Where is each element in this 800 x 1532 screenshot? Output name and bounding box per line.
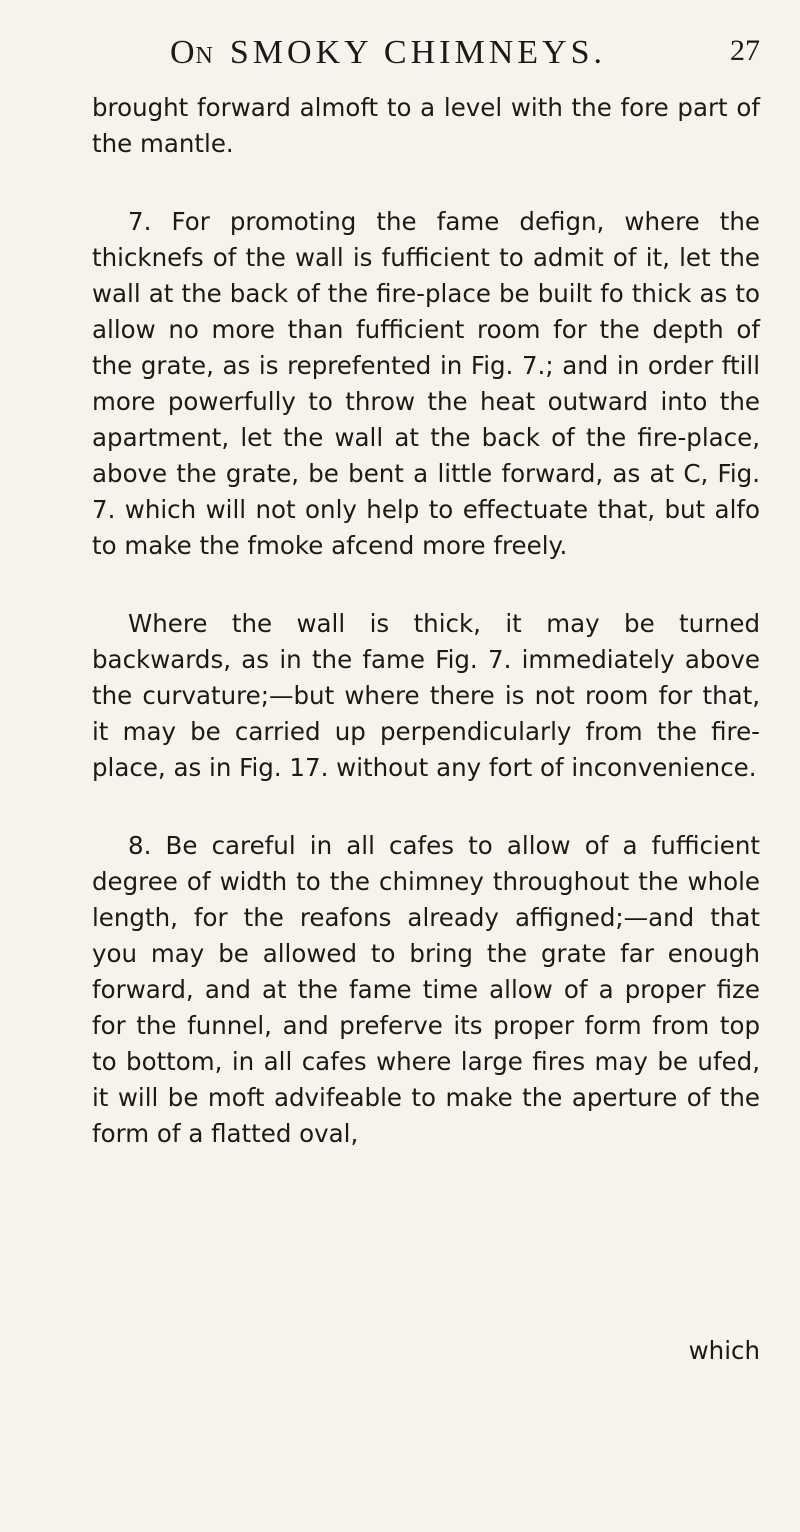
paragraph-continuation: brought forward almoft to a level with the fore part of the mantle.	[92, 93, 760, 158]
running-header	[170, 34, 760, 74]
page-number: 27	[730, 34, 760, 67]
header-prefix: On	[170, 34, 214, 71]
paragraph-item-8: 8. Be careful in all cafes to allow of a fufficient degree of width to the chimney throughout the whole length, for the reafons already affigned;—and that you may be allowed to bring the grate far enough forward, and at the fame time allow of a proper fize for the funnel, and preferve its proper form from top to bottom, in all cafes where large fires may be ufed, it will be moft advifeable to make the aperture of the form of a flatted oval,	[92, 831, 760, 1148]
header-title: SMOKY CHIMNEYS.	[229, 34, 607, 71]
body-text	[92, 90, 760, 1194]
paragraph-wall-thick: Where the wall is thick, it may be turned backwards, as in the fame Fig. 7. immediately above the curvature;—but where there is not room for that, it may be carried up perpendicularly from the fire-place, as in Fig. 17. without any fort of inconvenience.	[92, 609, 760, 782]
paragraph-item-7: 7. For promoting the fame defign, where the thicknefs of the wall is fufficient to admit of it, let the wall at the back of the fire-place be built fo thick as to allow no more than fufficient room for the depth of the grate, as is reprefented in Fig. 7.; and in order ftill more powerfully to throw the heat outward into the apartment, let the wall at the back of the fire-place, above the grate, be bent a little forward, as at C, Fig. 7. which will not only help to effectuate that, but alfo to make the fmoke afcend more freely.	[92, 207, 760, 560]
catchword: which	[688, 1336, 760, 1365]
